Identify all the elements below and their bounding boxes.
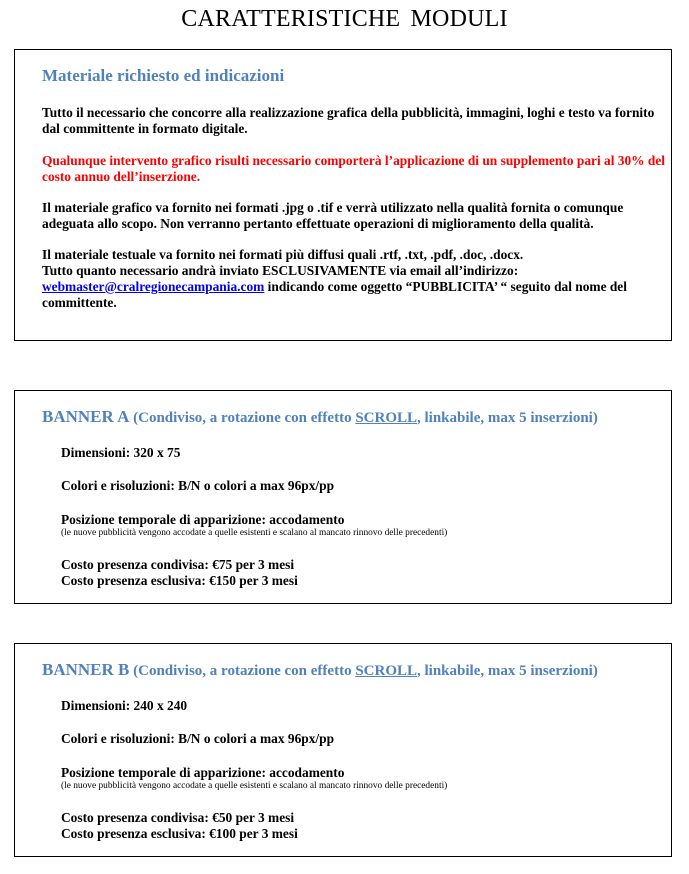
banner-b-desc-after: , linkabile, max 5 inserzioni) [417,663,598,679]
banner-a-posizione-note: (le nuove pubblicità vengono accodate a quelle esistenti e scalano al mancato rinnovo delle precedenti) [61,528,448,538]
banner-a-costo-condivisa: Costo presenza condivisa: €75 per 3 mesi [61,557,295,572]
materiale-section [14,49,672,341]
banner-a-name: BANNER A [42,407,130,426]
materiale-heading: Materiale richiesto ed indicazioni [42,66,285,85]
materiale-paragraph-1: Tutto il necessario che concorre alla realizzazione grafica della pubblicità, immagini, loghi e testo va fornito dal committente in formato digitale. [42,105,655,136]
materiale-paragraph-4: Il materiale testuale va fornito nei formati più diffusi quali .rtf, .txt, .pdf, .doc, .docx. [42,247,524,262]
banner-a-colori: Colori e risoluzioni: B/N o colori a max 96px/pp [61,478,335,493]
banner-b-section [14,643,672,857]
banner-b-colori: Colori e risoluzioni: B/N o colori a max 96px/pp [61,731,335,746]
materiale-paragraph-6 [42,279,667,311]
banner-b-desc-before: (Condiviso, a rotazione con effetto [129,663,356,679]
banner-b-costo-esclusiva: Costo presenza esclusiva: €100 per 3 mesi [61,826,298,841]
banner-a-posizione: Posizione temporale di apparizione: accodamento [61,512,345,527]
materiale-paragraph-5: Tutto quanto necessario andrà inviato ESCLUSIVAMENTE via email all’indirizzo: [42,263,519,278]
email-link[interactable]: webmaster@cralregionecampania.com [42,279,265,294]
banner-b-posizione-note: (le nuove pubblicità vengono accodate a quelle esistenti e scalano al mancato rinnovo delle precedenti) [61,781,448,791]
banner-b-posizione: Posizione temporale di apparizione: accodamento [61,765,345,780]
banner-b-heading [42,660,598,681]
banner-a-desc-before: (Condiviso, a rotazione con effetto [129,410,356,426]
materiale-paragraph-3: Il materiale grafico va fornito nei formati .jpg o .tif e verrà utilizzato nella qualità fornita o comunque adeguata allo scopo. Non verranno pertanto effettuate operazioni di miglioramento della qualità. [42,200,624,231]
banner-a-costo-esclusiva: Costo presenza esclusiva: €150 per 3 mesi [61,573,298,588]
banner-b-dimensioni: Dimensioni: 240 x 240 [61,698,188,713]
banner-b-costo-condivisa: Costo presenza condivisa: €50 per 3 mesi [61,810,295,825]
banner-a-scroll: SCROLL [355,410,417,426]
banner-a-section [14,390,672,604]
banner-a-desc-after: , linkabile, max 5 inserzioni) [417,410,598,426]
materiale-warning: Qualunque intervento grafico risulti necessario comporterà l’applicazione di un supplemento pari al 30% del costo annuo dell’inserzione. [42,153,666,184]
banner-a-dimensioni: Dimensioni: 320 x 75 [61,445,181,460]
banner-a-heading [42,407,598,428]
banner-b-scroll: SCROLL [355,663,417,679]
banner-b-name: BANNER B [42,660,130,679]
email-instructions: indicando come oggetto “PUBBLICITA’ “ seguito dal nome del committente. [42,279,627,310]
page-title: CARATTERISTICHE MODULI [181,6,508,32]
